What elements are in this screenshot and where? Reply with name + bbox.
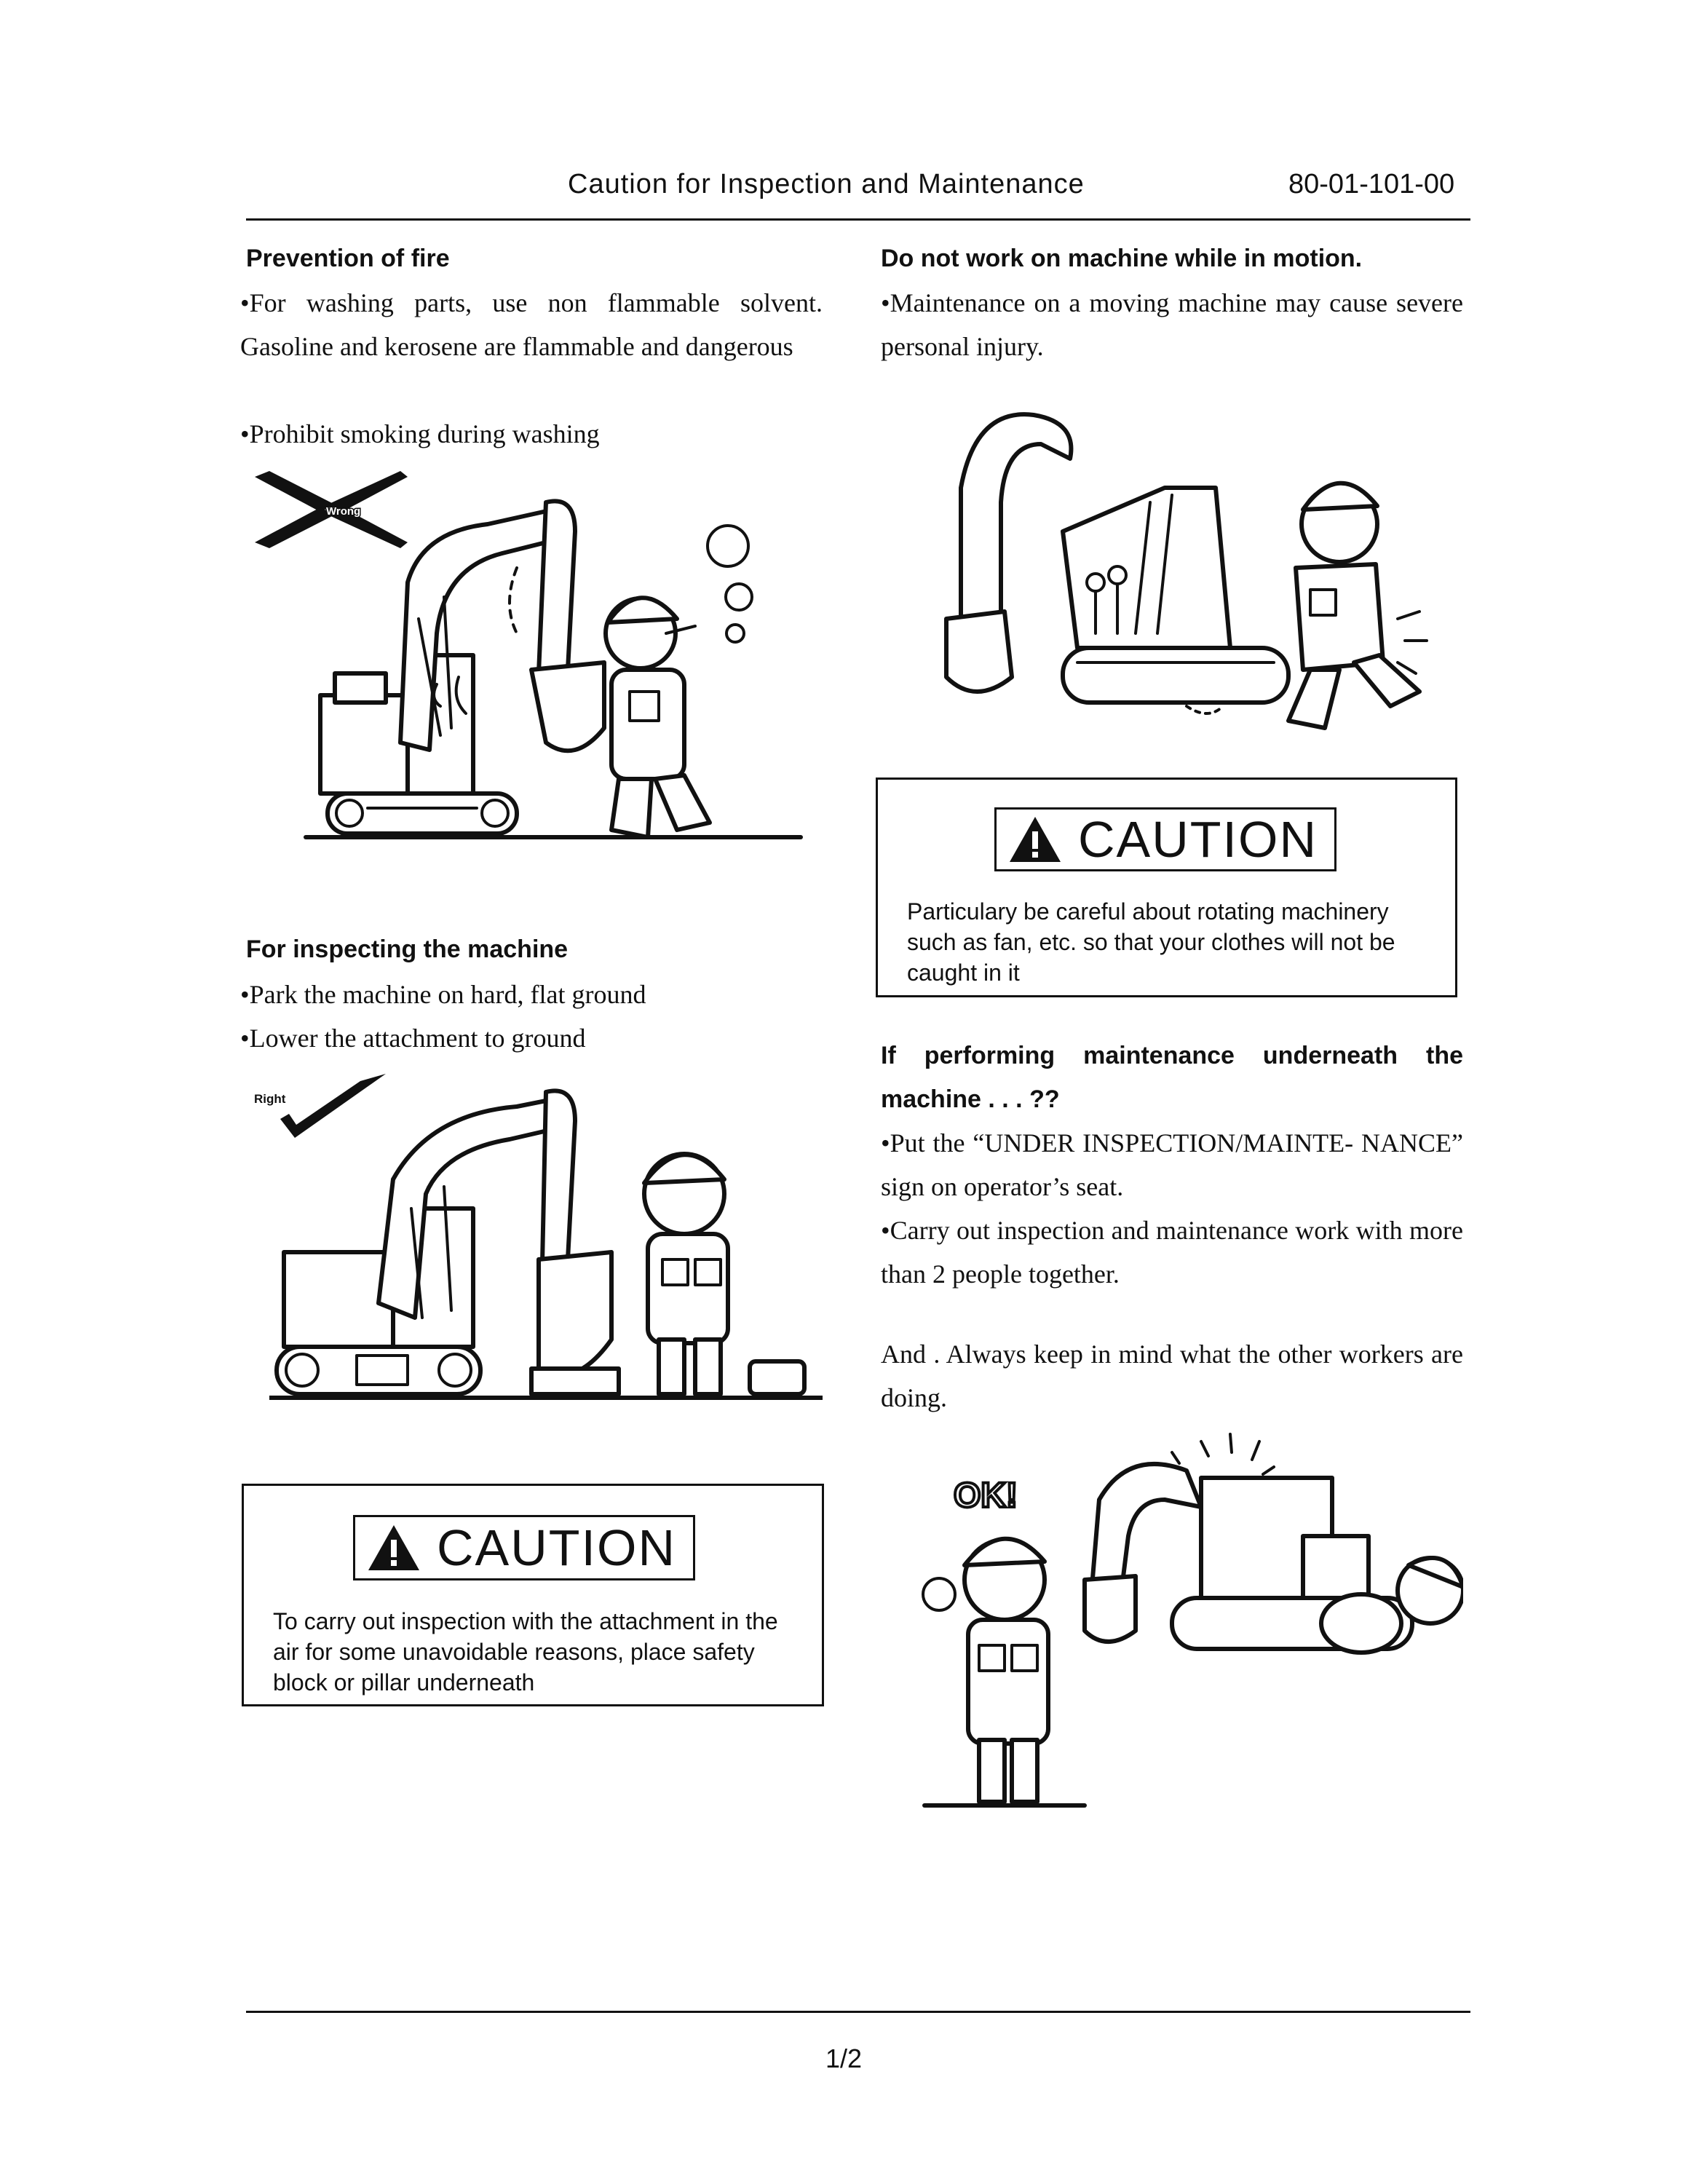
- caution-box-attachment: [242, 1484, 824, 1706]
- fire-bullet-1: •For washing parts, use non flammable solvent. Gasoline and kerosene are flammable and dangerous: [240, 288, 823, 361]
- motion-heading: Do not work on machine while in motion.: [881, 245, 1363, 272]
- smoking-washing-illustration: [298, 488, 808, 859]
- underneath-note: And . Always keep in mind what the other workers are doing.: [881, 1340, 1463, 1412]
- svg-text:OK!: OK!: [954, 1476, 1018, 1515]
- page-number: 1/2: [825, 2043, 863, 2073]
- caution-label: [353, 1515, 695, 1580]
- svg-text:Right: Right: [254, 1092, 286, 1106]
- caution-title-text: CAUTION: [437, 1519, 676, 1576]
- moving-machine-illustration: [932, 400, 1434, 750]
- underneath-heading: If performing maintenance underneath the machine . . . ??: [881, 1042, 1463, 1113]
- document-code: 80-01-101-00: [1288, 169, 1455, 199]
- inspect-bullet-2: •Lower the attachment to ground: [240, 1024, 586, 1053]
- fire-heading: Prevention of fire: [246, 245, 450, 272]
- footer-rule: [246, 2011, 1470, 2013]
- header-rule: [246, 218, 1470, 221]
- caution-title-text: CAUTION: [1078, 811, 1318, 868]
- inspect-bullet-1: •Park the machine on hard, flat ground: [240, 980, 646, 1009]
- page-title: Caution for Inspection and Maintenance: [568, 169, 1085, 199]
- motion-bullet-1: •Maintenance on a moving machine may cause severe personal injury.: [881, 288, 1463, 361]
- underneath-bullet-2: •Carry out inspection and maintenance work with more than 2 people together.: [881, 1216, 1463, 1289]
- fire-bullet-2: •Prohibit smoking during washing: [240, 419, 600, 448]
- under-machine-illustration: [895, 1427, 1463, 1835]
- caution-text-attachment: To carry out inspection with the attachment in the air for some unavoidable reasons, place safety block or pillar underneath: [273, 1608, 778, 1696]
- warning-triangle-icon: [1008, 815, 1062, 863]
- underneath-bullet-1: •Put the “UNDER INSPECTION/MAINTE- NANCE” sign on operator’s seat.: [881, 1128, 1463, 1201]
- caution-box-rotating: [876, 778, 1457, 997]
- caution-text-rotating: Particulary be careful about rotating machinery such as fan, etc. so that your clothes will not be caught in it: [907, 898, 1395, 986]
- svg-text:Wrong: Wrong: [326, 505, 361, 518]
- caution-label: [994, 807, 1336, 871]
- warning-triangle-icon: [367, 1524, 421, 1572]
- inspect-heading: For inspecting the machine: [246, 935, 569, 963]
- parked-excavator-illustration: [269, 1085, 823, 1420]
